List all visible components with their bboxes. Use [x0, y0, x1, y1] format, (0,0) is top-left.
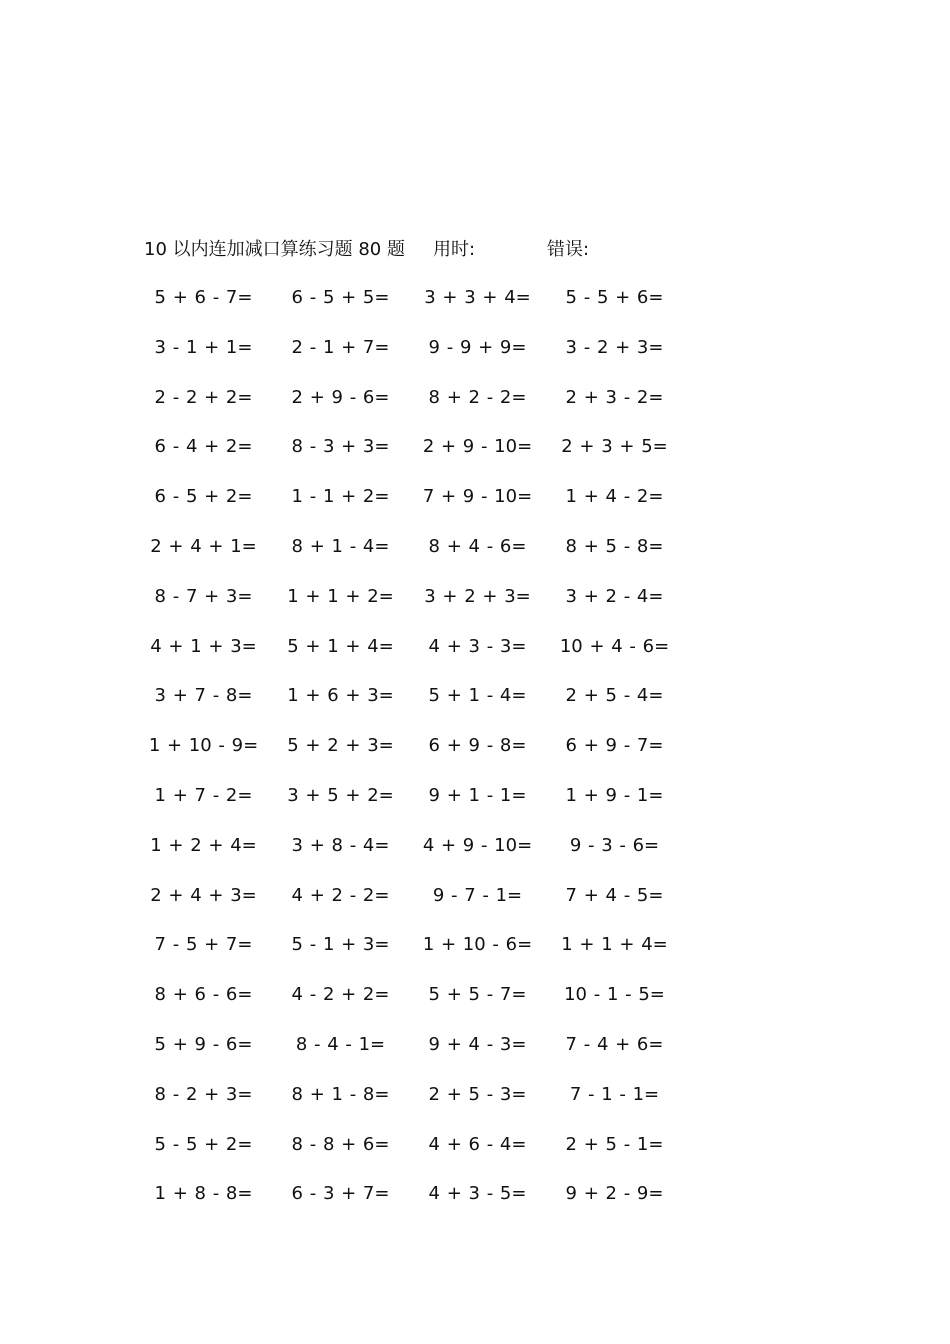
error-count-label: 错误: — [547, 239, 590, 260]
problem-item: 3 + 2 + 3= — [424, 585, 531, 607]
problem-item: 4 + 1 + 3= — [150, 635, 257, 657]
problem-item: 9 - 7 - 1= — [432, 884, 523, 906]
problem-item: 8 + 5 - 8= — [565, 535, 664, 557]
problem-item: 6 + 9 - 7= — [565, 735, 664, 757]
problem-item: 1 + 1 + 2= — [287, 585, 394, 607]
problem-row — [135, 479, 685, 529]
problem-row — [135, 1027, 685, 1077]
problem-item: 9 + 4 - 3= — [428, 1033, 527, 1055]
problem-item: 4 + 6 - 4= — [428, 1133, 527, 1155]
problem-item: 1 + 7 - 2= — [154, 784, 253, 806]
problem-item: 8 + 6 - 6= — [154, 984, 253, 1006]
problem-row — [135, 1176, 685, 1226]
problem-item: 1 + 4 - 2= — [565, 486, 664, 508]
problem-row — [135, 629, 685, 679]
problem-item: 3 + 8 - 4= — [291, 834, 390, 856]
problem-item: 7 + 9 - 10= — [422, 486, 533, 508]
problem-item: 10 - 1 - 5= — [564, 984, 665, 1006]
problem-row — [135, 330, 685, 380]
problem-item: 8 + 4 - 6= — [428, 535, 527, 557]
problem-item: 7 - 4 + 6= — [565, 1033, 664, 1055]
problem-item: 1 + 10 - 9= — [148, 735, 259, 757]
problem-item: 8 - 4 - 1= — [295, 1033, 386, 1055]
problem-item: 5 - 5 + 2= — [154, 1133, 253, 1155]
problem-item: 6 - 4 + 2= — [154, 436, 253, 458]
problem-item: 4 + 3 - 5= — [428, 1183, 527, 1205]
problem-item: 2 + 5 - 4= — [565, 685, 664, 707]
problem-item: 1 + 1 + 4= — [561, 934, 668, 956]
problem-item: 2 + 5 - 1= — [565, 1133, 664, 1155]
problem-row — [135, 1127, 685, 1177]
problem-item: 9 - 9 + 9= — [428, 336, 527, 358]
problem-row — [135, 678, 685, 728]
problem-row — [135, 1077, 685, 1127]
problem-item: 2 + 4 + 3= — [150, 884, 257, 906]
problem-item: 2 + 9 - 6= — [291, 386, 390, 408]
problem-item: 4 + 3 - 3= — [428, 635, 527, 657]
problem-item: 8 - 3 + 3= — [291, 436, 390, 458]
problem-grid — [135, 280, 685, 1226]
problem-item: 2 + 3 - 2= — [565, 386, 664, 408]
problem-item: 5 + 9 - 6= — [154, 1033, 253, 1055]
problem-row — [135, 927, 685, 977]
problem-item: 2 - 1 + 7= — [291, 336, 390, 358]
problem-item: 1 + 8 - 8= — [154, 1183, 253, 1205]
problem-item: 7 + 4 - 5= — [565, 884, 664, 906]
problem-item: 8 + 1 - 4= — [291, 535, 390, 557]
problem-item: 5 - 5 + 6= — [565, 287, 664, 308]
problem-item: 10 + 4 - 6= — [559, 635, 670, 657]
problem-row — [135, 878, 685, 928]
problem-item: 8 - 8 + 6= — [291, 1133, 390, 1155]
problem-item: 8 + 2 - 2= — [428, 386, 527, 408]
problem-item: 6 + 9 - 8= — [428, 735, 527, 757]
problem-item: 3 + 2 - 4= — [565, 585, 664, 607]
problem-item: 9 + 1 - 1= — [428, 784, 527, 806]
problem-item: 1 + 6 + 3= — [287, 685, 394, 707]
problem-item: 7 - 1 - 1= — [569, 1083, 660, 1105]
problem-item: 5 - 1 + 3= — [291, 934, 390, 956]
problem-item: 2 + 5 - 3= — [428, 1083, 527, 1105]
problem-item: 2 - 2 + 2= — [154, 386, 253, 408]
problem-item: 3 + 5 + 2= — [287, 784, 394, 806]
problem-row — [135, 380, 685, 430]
problem-item: 6 - 5 + 5= — [291, 287, 390, 308]
worksheet-title: 10 以内连加减口算练习题 80 题 — [144, 239, 405, 260]
problem-item: 1 + 9 - 1= — [565, 784, 664, 806]
problem-item: 9 - 3 - 6= — [569, 834, 660, 856]
time-used-label: 用时: — [433, 239, 476, 260]
problem-item: 5 + 1 - 4= — [428, 685, 527, 707]
problem-item: 2 + 4 + 1= — [150, 535, 257, 557]
problem-item: 8 - 2 + 3= — [154, 1083, 253, 1105]
problem-item: 3 + 3 + 4= — [424, 287, 531, 308]
problem-item: 5 + 5 - 7= — [428, 984, 527, 1006]
problem-item: 5 + 1 + 4= — [287, 635, 394, 657]
problem-item: 1 - 1 + 2= — [291, 486, 390, 508]
problem-item: 8 + 1 - 8= — [291, 1083, 390, 1105]
problem-item: 5 + 6 - 7= — [154, 287, 253, 308]
problem-row — [135, 778, 685, 828]
problem-row — [135, 977, 685, 1027]
problem-row — [135, 728, 685, 778]
problem-item: 9 + 2 - 9= — [565, 1183, 664, 1205]
problem-row — [135, 579, 685, 629]
problem-item: 8 - 7 + 3= — [154, 585, 253, 607]
problem-row — [135, 280, 685, 330]
problem-item: 2 + 9 - 10= — [422, 436, 533, 458]
problem-item: 4 + 9 - 10= — [422, 834, 533, 856]
problem-row — [135, 828, 685, 878]
problem-item: 1 + 10 - 6= — [422, 934, 533, 956]
problem-item: 3 - 1 + 1= — [154, 336, 253, 358]
problem-item: 1 + 2 + 4= — [150, 834, 257, 856]
problem-item: 7 - 5 + 7= — [154, 934, 253, 956]
problem-item: 2 + 3 + 5= — [561, 436, 668, 458]
problem-item: 5 + 2 + 3= — [287, 735, 394, 757]
problem-item: 4 + 2 - 2= — [291, 884, 390, 906]
worksheet-header — [0, 236, 950, 264]
problem-item: 3 + 7 - 8= — [154, 685, 253, 707]
problem-item: 6 - 5 + 2= — [154, 486, 253, 508]
problem-row — [135, 429, 685, 479]
problem-item: 3 - 2 + 3= — [565, 336, 664, 358]
problem-item: 4 - 2 + 2= — [291, 984, 390, 1006]
problem-item: 6 - 3 + 7= — [291, 1183, 390, 1205]
problem-row — [135, 529, 685, 579]
